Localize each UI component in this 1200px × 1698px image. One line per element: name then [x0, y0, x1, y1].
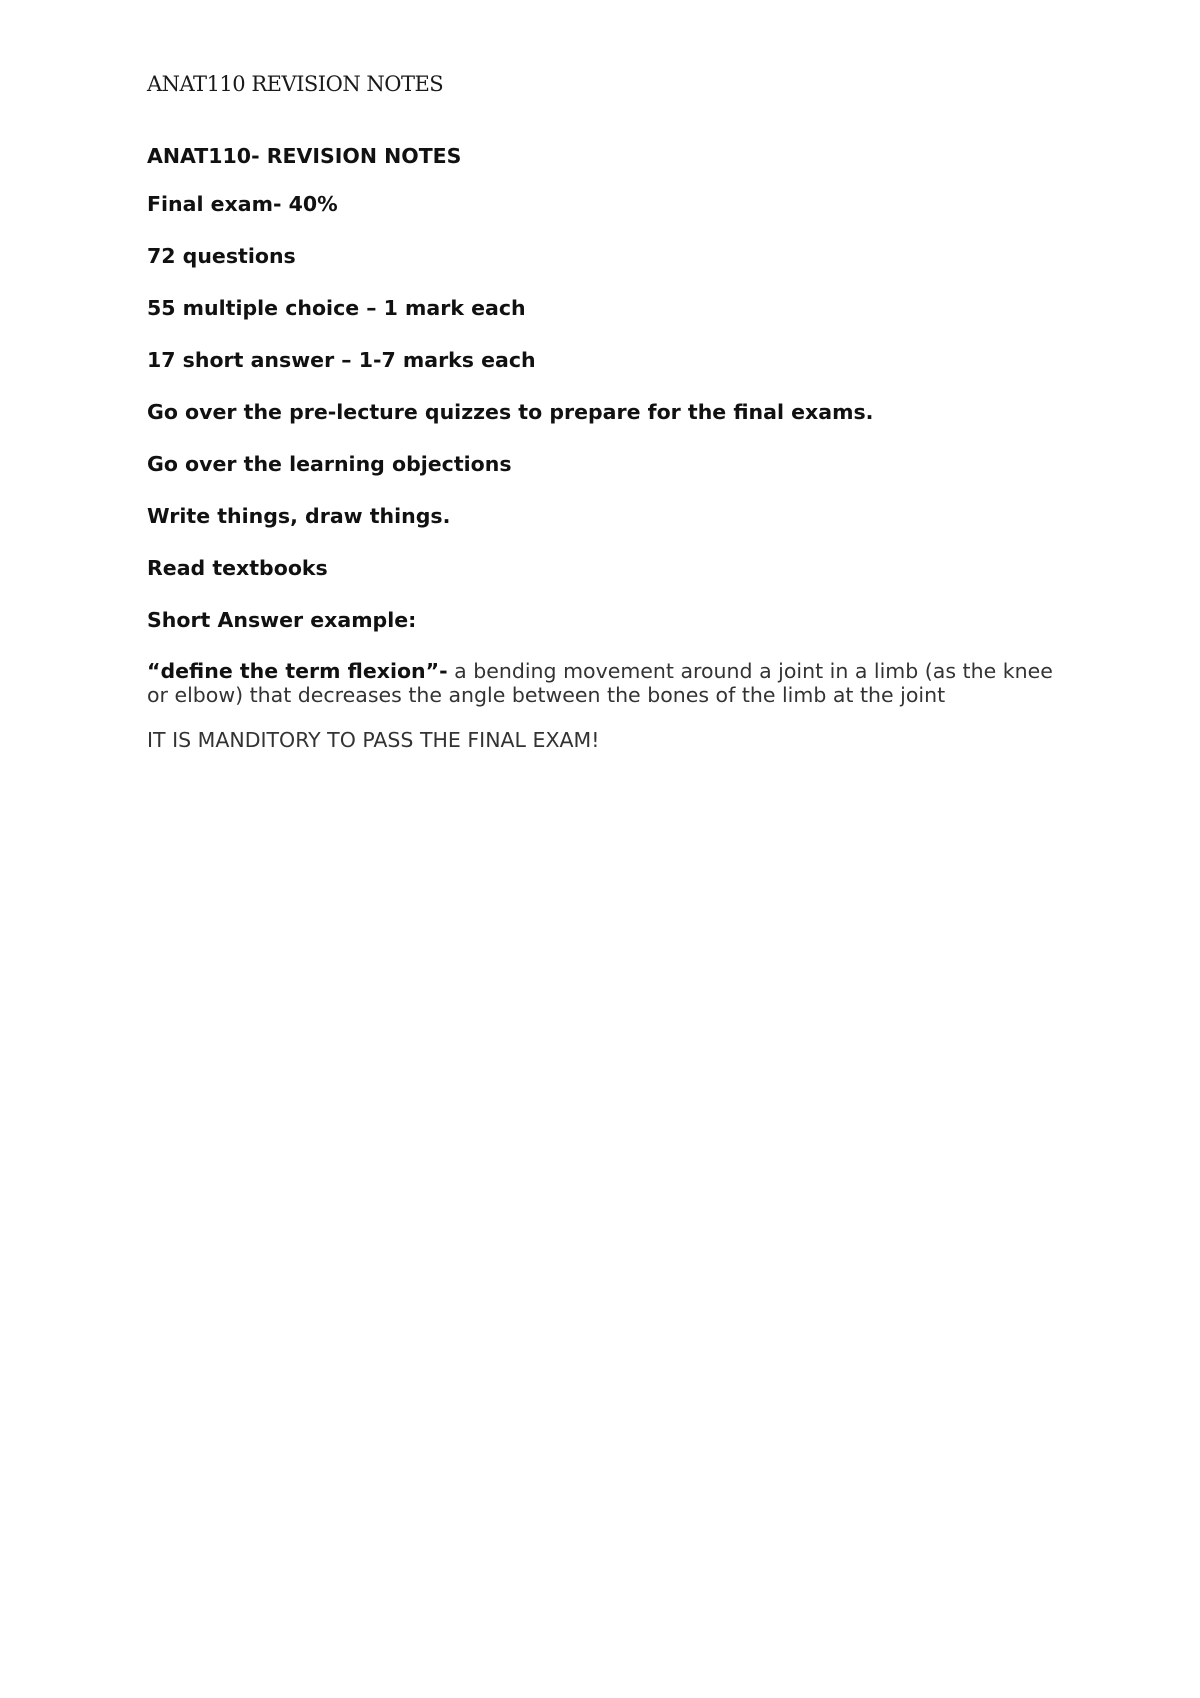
running-header: ANAT110 REVISION NOTES	[147, 72, 444, 96]
definition-paragraph	[147, 659, 1067, 707]
short-answer-example-heading: Short Answer example:	[147, 608, 417, 632]
multiple-choice-line: 55 multiple choice – 1 mark each	[147, 296, 526, 320]
learning-objectives-tip-line: Go over the learning objections	[147, 452, 512, 476]
quizzes-tip-line: Go over the pre-lecture quizzes to prepare for the final exams.	[147, 400, 874, 424]
write-draw-tip-line: Write things, draw things.	[147, 504, 451, 528]
definition-term: “define the term flexion”-	[147, 659, 448, 683]
textbooks-tip-line: Read textbooks	[147, 556, 328, 580]
question-count-line: 72 questions	[147, 244, 296, 268]
document-title: ANAT110- REVISION NOTES	[147, 144, 462, 168]
short-answer-line: 17 short answer – 1-7 marks each	[147, 348, 536, 372]
mandatory-notice: IT IS MANDITORY TO PASS THE FINAL EXAM!	[147, 728, 600, 752]
document-body	[147, 143, 1067, 753]
definition-text: a bending movement around a joint in a limb (as the knee or elbow) that decreases the angle between the bones of the limb at the joint	[147, 659, 1053, 707]
exam-weight-line: Final exam- 40%	[147, 192, 338, 216]
